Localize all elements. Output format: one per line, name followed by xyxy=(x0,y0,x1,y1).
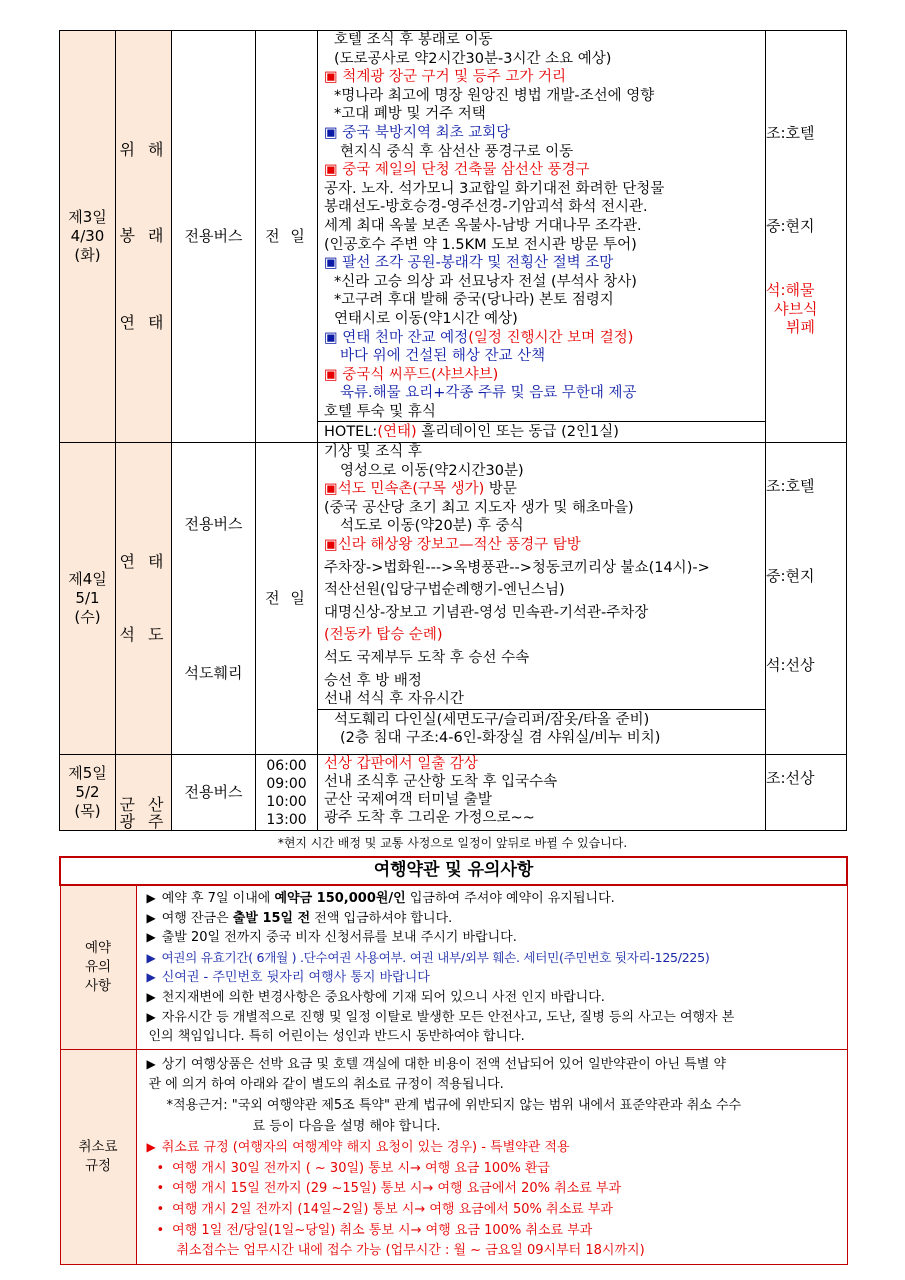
meal-dinner: 석:해물 xyxy=(766,281,815,300)
time-slot: 09:00 xyxy=(266,775,307,792)
meal-breakfast: 조:호텔 xyxy=(766,477,815,496)
day-weekday: (목) xyxy=(74,802,101,821)
city: 군 산 xyxy=(119,795,168,815)
day3-row xyxy=(60,31,847,443)
day4-meals xyxy=(766,443,847,755)
day5-schedule xyxy=(318,755,766,831)
transport-ferry: 석도훼리 xyxy=(184,663,243,682)
notice-body xyxy=(136,885,847,1049)
schedule-highlight: ▣ 척계광 장군 구거 및 등주 고가 거리 xyxy=(324,69,567,86)
meal-dinner: 뷔페 xyxy=(786,318,815,337)
notice-item: ▶ 천지재변에 의한 변경사항은 중요사항에 기재 되어 있으니 사전 인지 바랍니다. xyxy=(146,989,605,1005)
tour-note: (일정 진행시간 보며 결정) xyxy=(468,329,634,346)
meal-lunch: 중:현지 xyxy=(766,566,815,585)
cancel-intro: ▶ 상기 여행상품은 선박 요금 및 호텔 객실에 대한 비용이 전액 선납되어 있어 일반약관이 아닌 특별 약 xyxy=(146,1056,727,1072)
schedule-highlight xyxy=(324,480,763,499)
schedule-line: 봉래선도-방호승경-영주선경-기암괴석 화석 전시관. xyxy=(324,199,648,216)
day5-city-cell xyxy=(116,755,172,831)
notice-item: ▶ 예약 후 7일 이내에 예약금 150,000원/인 입금하여 주셔야 예약이 유지됩니다. xyxy=(146,891,615,906)
time-slot: 10:00 xyxy=(266,793,307,810)
day5-day-cell xyxy=(60,755,116,831)
schedule-line: 세계 최대 옥불 보존 옥불사-남방 거대나무 조각관. xyxy=(324,217,642,234)
village-visit: 방문 xyxy=(488,481,517,498)
notice-row xyxy=(60,885,847,1049)
hotel-city: (연태) xyxy=(377,424,417,441)
village-note: (구목 생가) xyxy=(412,481,485,498)
city: 연 태 xyxy=(119,312,168,332)
tour-name: ▣ 연태 천마 잔교 예정 xyxy=(324,329,469,346)
meal-breakfast: 조:선상 xyxy=(766,769,815,788)
notice-item: ▶ 출발 20일 전까지 중국 비자 신청서류를 보내 주시기 바랍니다. xyxy=(146,930,517,946)
ferry-line: 석도훼리 다인실(세면도구/슬리퍼/잠옷/타올 준비) xyxy=(318,709,765,730)
meal-breakfast: 조:호텔 xyxy=(766,124,815,142)
hotel-prefix: HOTEL: xyxy=(324,424,378,441)
cancel-rule: • 여행 개시 15일 전까지 (29 ~15일) 통보 시→ 여행 요금에서 20% 취소료 부과 xyxy=(156,1181,622,1197)
day-label: 제4일 xyxy=(68,570,107,589)
time-slot: 13:00 xyxy=(266,811,307,828)
schedule-highlight xyxy=(324,329,763,348)
day4-time: 전 일 xyxy=(256,443,318,755)
day-date: 4/30 xyxy=(70,227,105,246)
schedule-line: 영성으로 이동(약2시간30분) xyxy=(340,462,524,479)
schedule-line: (인공호수 주변 약 1.5KM 도보 전시관 방문 투어) xyxy=(324,236,637,253)
day5-row xyxy=(60,755,847,831)
hotel-line xyxy=(318,421,765,442)
day3-meals xyxy=(766,31,847,443)
schedule-line: 바다 위에 건설된 해상 잔교 산책 xyxy=(340,348,546,365)
schedule-highlight: ▣ 중국식 씨푸드(샤브샤브) xyxy=(324,366,499,383)
cancel-rule: • 여행 개시 30일 전까지 ( ~ 30일) 통보 시→ 여행 요금 100% 환급 xyxy=(156,1160,550,1176)
day3-day-cell xyxy=(60,31,116,443)
hotel-name: 홀리데이인 또는 동급 (2인1실) xyxy=(421,424,619,441)
schedule-highlight: ▣ 팔선 조각 공원-봉래각 및 전횡산 절벽 조망 xyxy=(324,255,614,272)
transport-bus: 전용버스 xyxy=(184,515,243,534)
day-weekday: (수) xyxy=(74,608,101,627)
cancel-rule-title: ▶ 취소료 규정 (여행자의 여행계약 해지 요청이 있는 경우) - 특별약관 적용 xyxy=(146,1140,570,1156)
day-label: 제3일 xyxy=(68,208,107,227)
itinerary-table xyxy=(59,30,847,831)
notice-item: ▶ 신여권 - 주민번호 뒷자리 여행사 통지 바랍니다 xyxy=(146,970,430,986)
city: 광 주 xyxy=(119,812,168,832)
day4-day-cell xyxy=(60,443,116,755)
city: 위 해 xyxy=(119,139,168,159)
notice-label-text: 예약 유의 사항 xyxy=(84,939,112,994)
schedule-line: *명나라 최고에 명장 원앙진 병법 개발-조선에 영향 xyxy=(334,87,655,104)
schedule-line: (도로공사로 약2시간30분-3시간 소요 예상) xyxy=(334,50,612,67)
day5-meals xyxy=(766,755,847,831)
schedule-line: 주차장->법화원--->옥병풍관-->청동코끼리상 불쇼(14시)-> xyxy=(324,559,710,576)
schedule-line: 군산 국제여객 터미널 출발 xyxy=(324,792,492,809)
day3-city-cell xyxy=(116,31,172,443)
cancel-label-text: 취소료 규정 xyxy=(78,1138,118,1174)
schedule-line: 공자. 노자. 석가모니 3교합일 화기대전 화려한 단청물 xyxy=(324,180,665,197)
day-label: 제5일 xyxy=(68,764,107,783)
day4-transport xyxy=(172,443,256,755)
terms-title: 여행약관 및 유의사항 xyxy=(60,857,847,885)
schedule-line: 호텔 투숙 및 휴식 xyxy=(324,403,436,420)
schedule-line: *신라 고승 의상 과 선묘낭자 전설 (부석사 창사) xyxy=(334,273,637,290)
village-name: ▣석도 민속촌 xyxy=(324,481,413,498)
cancel-hours: 취소접수는 업무시간 내에 접수 가능 (업무시간 : 월 ~ 금요일 09시부터 18시까지) xyxy=(176,1243,645,1259)
schedule-line: *고구려 후대 발해 중국(당나라) 본토 점령지 xyxy=(334,292,614,309)
day-date: 5/1 xyxy=(75,589,100,608)
day3-transport: 전용버스 xyxy=(172,31,256,443)
notice-item: ▶ 여행 잔금은 출발 15일 전 전액 입금하셔야 합니다. xyxy=(146,910,453,926)
schedule-line: 호텔 조식 후 봉래로 이동 xyxy=(334,32,493,48)
schedule-highlight: ▣ 중국 제일의 단청 건축물 삼선산 풍경구 xyxy=(324,162,590,179)
schedule-highlight: ▣ 중국 북방지역 최초 교회당 xyxy=(324,124,511,141)
time-slot: 06:00 xyxy=(266,757,307,774)
notice-label xyxy=(60,885,136,1049)
day3-time: 전 일 xyxy=(256,31,318,443)
schedule-line: 석도로 이동(약20분) 후 중식 xyxy=(340,518,524,535)
schedule-highlight: (전동카 탑승 순례) xyxy=(324,627,443,644)
cancel-rule: • 여행 개시 2일 전까지 (14일~2일) 통보 시→ 여행 요금에서 50% 취소료 부과 xyxy=(156,1201,613,1217)
cancel-row xyxy=(60,1049,847,1264)
city: 석 도 xyxy=(119,624,168,644)
schedule-line: (중국 공산당 초기 최고 지도자 생가 및 해초마을) xyxy=(324,499,634,516)
cancel-intro: 관 에 의거 하여 아래와 같이 별도의 취소료 규정이 적용됩니다. xyxy=(148,1077,504,1093)
notice-item: 인의 책임입니다. 특히 어린이는 성인과 반드시 동반하여야 합니다. xyxy=(148,1029,525,1045)
day-weekday: (화) xyxy=(74,246,101,265)
schedule-line: *고대 폐방 및 거주 저택 xyxy=(334,106,486,123)
schedule-line: 선내 조식후 군산항 도착 후 입국수속 xyxy=(324,774,558,791)
day3-schedule xyxy=(318,31,766,443)
schedule-line: 기상 및 조식 후 xyxy=(324,444,422,461)
meal-dinner: 샤브식 xyxy=(774,299,818,318)
day5-times xyxy=(256,755,318,831)
schedule-line: 대명신상-장보고 기념관-영성 민속관-기석관-주차장 xyxy=(324,604,649,621)
city: 봉 래 xyxy=(119,226,168,246)
schedule-line: 육류.해물 요리+각종 주류 및 음료 무한대 제공 xyxy=(340,385,637,402)
day4-city-cell xyxy=(116,443,172,755)
cancel-intro: 료 등이 다음을 설명 해야 합니다. xyxy=(252,1118,441,1134)
day5-transport: 전용버스 xyxy=(172,755,256,831)
schedule-highlight: ▣신라 해상왕 장보고—적산 풍경구 탐방 xyxy=(324,537,581,554)
cancel-body xyxy=(136,1049,847,1264)
day4-row xyxy=(60,443,847,755)
schedule-line: 적산선원(입당구법순례행기-엔닌스님) xyxy=(324,582,565,599)
schedule-highlight: 선상 갑판에서 일출 감상 xyxy=(324,756,478,773)
meal-lunch: 중:현지 xyxy=(766,216,815,235)
schedule-line: 연태시로 이동(약1시간 예상) xyxy=(334,310,518,327)
schedule-line: 석도 국제부두 도착 후 승선 수속 xyxy=(324,650,530,666)
schedule-line: 승선 후 방 배정 xyxy=(324,672,422,689)
cancel-intro: *적용근거: "국외 여행약관 제5조 특약" 관계 법규에 위반되지 않는 범위 내에서 표준약관과 취소 수수 xyxy=(166,1097,742,1113)
meal-dinner: 석:선상 xyxy=(766,656,815,675)
schedule-change-note: *현지 시간 배정 및 교통 사정으로 일정이 앞뒤로 바뀔 수 있습니다. xyxy=(277,836,628,850)
ferry-line: (2층 침대 구조:4-6인-화장실 겸 샤워실/비누 비치) xyxy=(340,730,661,747)
day-date: 5/2 xyxy=(75,783,100,802)
schedule-line: 현지식 중식 후 삼선산 풍경구로 이동 xyxy=(340,143,574,160)
day4-schedule xyxy=(318,443,766,755)
schedule-line: 선내 석식 후 자유시간 xyxy=(324,691,464,708)
schedule-line: 광주 도착 후 그리운 가정으로~~ xyxy=(324,810,535,827)
city: 연 태 xyxy=(119,551,168,571)
notice-item: ▶ 여권의 유효기간( 6개월 ) .단수여권 사용여부. 여권 내부/외부 훼손. 세터민(주민번호 뒷자리-125/225) xyxy=(146,949,710,965)
notice-item: ▶ 자유시간 등 개별적으로 진행 및 일정 이탈로 발생한 모든 안전사고, 도난, 질병 등의 사고는 여행자 본 xyxy=(146,1009,735,1025)
cancel-label xyxy=(60,1049,136,1264)
cancel-rule: • 여행 1일 전/당일(1일~당일) 취소 통보 시→ 여행 요금 100% 취소료 부과 xyxy=(156,1222,593,1238)
terms-table xyxy=(59,856,848,1265)
